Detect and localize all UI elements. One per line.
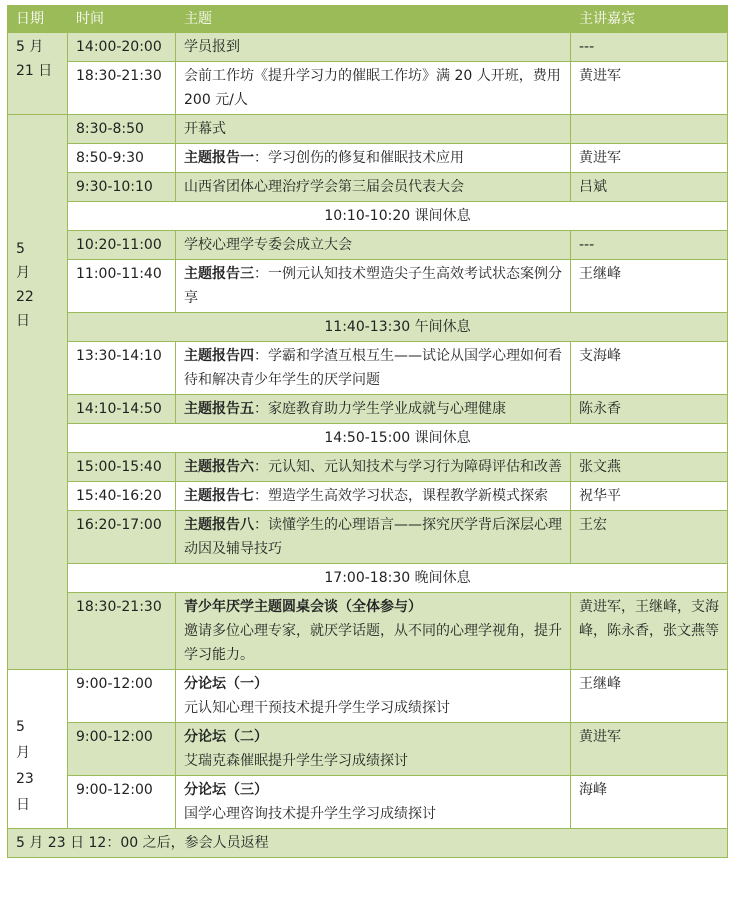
topic-cell bbox=[176, 670, 571, 723]
speaker-cell: 王继峰 bbox=[571, 260, 728, 313]
topic-cell: 山西省团体心理治疗学会第三届会员代表大会 bbox=[176, 173, 571, 202]
date-line: 5 bbox=[16, 241, 25, 257]
date-line: 21 日 bbox=[16, 63, 53, 79]
date-line: 23 bbox=[16, 771, 34, 787]
date-cell-day1 bbox=[8, 33, 68, 115]
schedule-row bbox=[8, 723, 728, 776]
speaker-cell: 黄进军 bbox=[571, 144, 728, 173]
time-cell: 16:20-17:00 bbox=[68, 511, 176, 564]
topic-bold: 主题报告四 bbox=[184, 348, 254, 364]
topic-cell bbox=[176, 511, 571, 564]
time-cell: 18:30-21:30 bbox=[68, 62, 176, 115]
topic-cell bbox=[176, 482, 571, 511]
schedule-row bbox=[8, 395, 728, 424]
header-topic: 主题 bbox=[176, 6, 571, 33]
topic-cell bbox=[176, 342, 571, 395]
topic-bold: 主题报告一 bbox=[184, 150, 254, 166]
time-cell: 9:30-10:10 bbox=[68, 173, 176, 202]
topic-cell bbox=[176, 453, 571, 482]
time-cell: 8:30-8:50 bbox=[68, 115, 176, 144]
topic-cell: 学员报到 bbox=[176, 33, 571, 62]
topic-cell: 学校心理学专委会成立大会 bbox=[176, 231, 571, 260]
topic-bold: 分论坛（二） bbox=[184, 729, 268, 745]
topic-cell bbox=[176, 144, 571, 173]
time-cell: 14:00-20:00 bbox=[68, 33, 176, 62]
speaker-cell: 王宏 bbox=[571, 511, 728, 564]
topic-bold: 主题报告五 bbox=[184, 401, 254, 417]
topic-text: 国学心理咨询技术提升学生学习成绩探讨 bbox=[184, 806, 436, 822]
topic-text: ：学霸和学渣互根互生——试论从国学心理如何看待和解决青少年学生的厌学问题 bbox=[184, 348, 562, 388]
topic-text: ：元认知、元认知技术与学习行为障碍评估和改善 bbox=[254, 459, 562, 475]
topic-text: 元认知心理干预技术提升学生学习成绩探讨 bbox=[184, 700, 450, 716]
time-cell: 14:10-14:50 bbox=[68, 395, 176, 424]
header-date: 日期 bbox=[8, 6, 68, 33]
date-line: 月 bbox=[16, 265, 30, 281]
footer-row bbox=[8, 829, 728, 858]
topic-cell bbox=[176, 776, 571, 829]
time-cell: 11:00-11:40 bbox=[68, 260, 176, 313]
speaker-cell: 吕斌 bbox=[571, 173, 728, 202]
time-cell: 8:50-9:30 bbox=[68, 144, 176, 173]
schedule-row bbox=[8, 260, 728, 313]
speaker-cell: 陈永香 bbox=[571, 395, 728, 424]
break-row bbox=[8, 564, 728, 593]
topic-text: ：读懂学生的心理语言——探究厌学背后深层心理动因及辅导技巧 bbox=[184, 517, 562, 557]
time-cell: 9:00-12:00 bbox=[68, 776, 176, 829]
schedule-row bbox=[8, 776, 728, 829]
break-cell: 11:40-13:30 午间休息 bbox=[68, 313, 728, 342]
schedule-row bbox=[8, 33, 728, 62]
schedule-row bbox=[8, 144, 728, 173]
topic-bold: 主题报告七 bbox=[184, 488, 254, 504]
topic-bold: 主题报告三 bbox=[184, 266, 254, 282]
speaker-cell: 黄进军 bbox=[571, 723, 728, 776]
break-cell: 17:00-18:30 晚间休息 bbox=[68, 564, 728, 593]
schedule-row bbox=[8, 173, 728, 202]
topic-text: 艾瑞克森催眠提升学生学习成绩探讨 bbox=[184, 753, 408, 769]
time-cell: 15:40-16:20 bbox=[68, 482, 176, 511]
topic-cell bbox=[176, 395, 571, 424]
time-cell: 9:00-12:00 bbox=[68, 670, 176, 723]
topic-text: 邀请多位心理专家，就厌学话题，从不同的心理学视角，提升学习能力。 bbox=[184, 623, 562, 663]
topic-cell: 会前工作坊《提升学习力的催眠工作坊》满 20 人开班，费用 200 元/人 bbox=[176, 62, 571, 115]
date-cell-day2 bbox=[8, 115, 68, 670]
break-row bbox=[8, 313, 728, 342]
time-cell: 15:00-15:40 bbox=[68, 453, 176, 482]
topic-text: ：学习创伤的修复和催眠技术应用 bbox=[254, 150, 464, 166]
topic-text: ：塑造学生高效学习状态，课程教学新模式探索 bbox=[254, 488, 548, 504]
date-line: 5 bbox=[16, 719, 25, 735]
speaker-cell: 黄进军，王继峰，支海峰，陈永香，张文燕等 bbox=[571, 593, 728, 670]
break-cell: 10:10-10:20 课间休息 bbox=[68, 202, 728, 231]
speaker-cell: --- bbox=[571, 231, 728, 260]
header-speaker: 主讲嘉宾 bbox=[571, 6, 728, 33]
date-line: 22 bbox=[16, 289, 34, 305]
time-cell: 9:00-12:00 bbox=[68, 723, 176, 776]
topic-bold: 分论坛（三） bbox=[184, 782, 268, 798]
schedule-row bbox=[8, 670, 728, 723]
topic-bold: 主题报告八 bbox=[184, 517, 254, 533]
schedule-row bbox=[8, 115, 728, 144]
time-cell: 13:30-14:10 bbox=[68, 342, 176, 395]
header-row bbox=[8, 6, 728, 33]
date-cell-day3 bbox=[8, 670, 68, 829]
time-cell: 18:30-21:30 bbox=[68, 593, 176, 670]
topic-bold: 分论坛（一） bbox=[184, 676, 268, 692]
schedule-row bbox=[8, 482, 728, 511]
break-row bbox=[8, 202, 728, 231]
date-line: 月 bbox=[16, 745, 30, 761]
topic-cell: 开幕式 bbox=[176, 115, 571, 144]
topic-cell bbox=[176, 723, 571, 776]
schedule-row bbox=[8, 593, 728, 670]
topic-bold: 主题报告六 bbox=[184, 459, 254, 475]
speaker-cell: 祝华平 bbox=[571, 482, 728, 511]
topic-bold: 青少年厌学主题圆桌会谈（全体参与） bbox=[184, 599, 422, 615]
schedule-row bbox=[8, 231, 728, 260]
speaker-cell: 支海峰 bbox=[571, 342, 728, 395]
topic-text: ：家庭教育助力学生学业成就与心理健康 bbox=[254, 401, 506, 417]
topic-text: ：一例元认知技术塑造尖子生高效考试状态案例分享 bbox=[184, 266, 562, 306]
date-line: 日 bbox=[16, 797, 30, 813]
speaker-cell bbox=[571, 115, 728, 144]
schedule-row bbox=[8, 62, 728, 115]
break-row bbox=[8, 424, 728, 453]
footer-cell: 5 月 23 日 12：00 之后，参会人员返程 bbox=[8, 829, 728, 858]
topic-cell bbox=[176, 260, 571, 313]
schedule-table bbox=[7, 5, 728, 858]
header-time: 时间 bbox=[68, 6, 176, 33]
schedule-row bbox=[8, 453, 728, 482]
schedule-row bbox=[8, 511, 728, 564]
date-line: 日 bbox=[16, 313, 30, 329]
schedule-row bbox=[8, 342, 728, 395]
speaker-cell: 黄进军 bbox=[571, 62, 728, 115]
time-cell: 10:20-11:00 bbox=[68, 231, 176, 260]
topic-cell bbox=[176, 593, 571, 670]
date-line: 5 月 bbox=[16, 39, 44, 55]
speaker-cell: 张文燕 bbox=[571, 453, 728, 482]
speaker-cell: 王继峰 bbox=[571, 670, 728, 723]
speaker-cell: --- bbox=[571, 33, 728, 62]
speaker-cell: 海峰 bbox=[571, 776, 728, 829]
break-cell: 14:50-15:00 课间休息 bbox=[68, 424, 728, 453]
